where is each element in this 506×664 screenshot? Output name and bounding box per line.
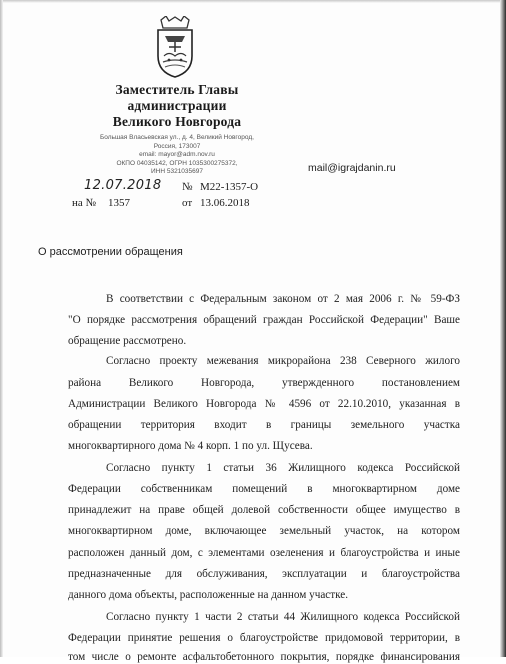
address-line: ИНН 5321035697: [150, 168, 204, 176]
scan-edge-left: [0, 0, 3, 657]
scan-edge-top: [0, 0, 506, 3]
address-line: Россия, 173007: [153, 142, 201, 150]
body-line: данного дома объекты, расположенные на данном участке.: [68, 589, 349, 601]
body-line: предназначенные для обслуживания, эксплуатации и благоустройства: [68, 568, 460, 580]
body-line: Согласно пункту 1 статьи 36 Жилищного кодекса Российской: [106, 462, 460, 474]
body-line: района Великого Новгорода, утвержденного постановлением: [68, 377, 460, 389]
address-line: Большая Власьевская ул., д. 4, Великий Новгород,: [100, 134, 254, 141]
address-line: email: mayor@adm.nov.ru: [139, 151, 215, 159]
reference-date: 13.06.2018: [200, 197, 250, 209]
body-line: обращение рассмотрено.: [68, 335, 187, 347]
body-line: обращении территория входит в границы земельного участка: [68, 419, 460, 431]
body-line: многоквартирного дома № 4 корп. 1 по ул. Щусева.: [68, 440, 313, 452]
sender-title-line: администрации: [127, 98, 227, 113]
sender-address: [90, 134, 264, 177]
outgoing-number: М22-1357-О: [200, 181, 259, 193]
scan-edge-right: [500, 0, 506, 657]
body-line: Согласно проекту межевания микрорайона 238 Северного жилого: [106, 355, 460, 367]
body-line: расположен данный дом, с элементами озеленения и благоустройства и иные: [68, 547, 460, 559]
handwritten-date: 12.07.2018: [84, 178, 162, 193]
body-line: том числе о ремонте асфальтобетонного покрытия, порядке финансирования: [68, 651, 460, 663]
coat-of-arms-icon: [152, 16, 198, 78]
letter-subject: О рассмотрении обращения: [38, 246, 183, 258]
body-line: Согласно пункту 1 части 2 статьи 44 Жилищного кодекса Российской: [106, 611, 460, 623]
body-line: многоквартирном доме, включающее земельный участок, на котором: [68, 525, 460, 537]
address-line: ОКПО 04035142, ОГРН 1035300275372,: [116, 159, 238, 167]
reference-label: на №: [72, 197, 97, 209]
reference-from-label: от: [182, 197, 193, 209]
body-line: принадлежит на праве общей долевой собственности общее имущество в: [68, 504, 460, 516]
body-line: Администрации Великого Новгорода № 4596 от 22.10.2010, указанная в: [68, 398, 460, 410]
sender-title: [92, 82, 262, 130]
recipient-email: mail@igrajdanin.ru: [308, 162, 396, 174]
reference-number: 1357: [108, 197, 130, 209]
body-line: "О порядке рассмотрения обращений граждан Российской Федерации" Ваше: [68, 314, 460, 326]
body-line: Федерации собственникам помещений в многоквартирном доме: [68, 483, 460, 495]
body-line: Федерации принятие решения о благоустройстве придомовой территории, в: [68, 632, 460, 644]
body-line: В соответствии с Федеральным законом от 2 мая 2006 г. № 59-ФЗ: [106, 293, 460, 305]
number-sign: №: [182, 181, 193, 193]
sender-title-line: Заместитель Главы: [115, 82, 239, 97]
sender-title-line: Великого Новгорода: [112, 114, 242, 129]
